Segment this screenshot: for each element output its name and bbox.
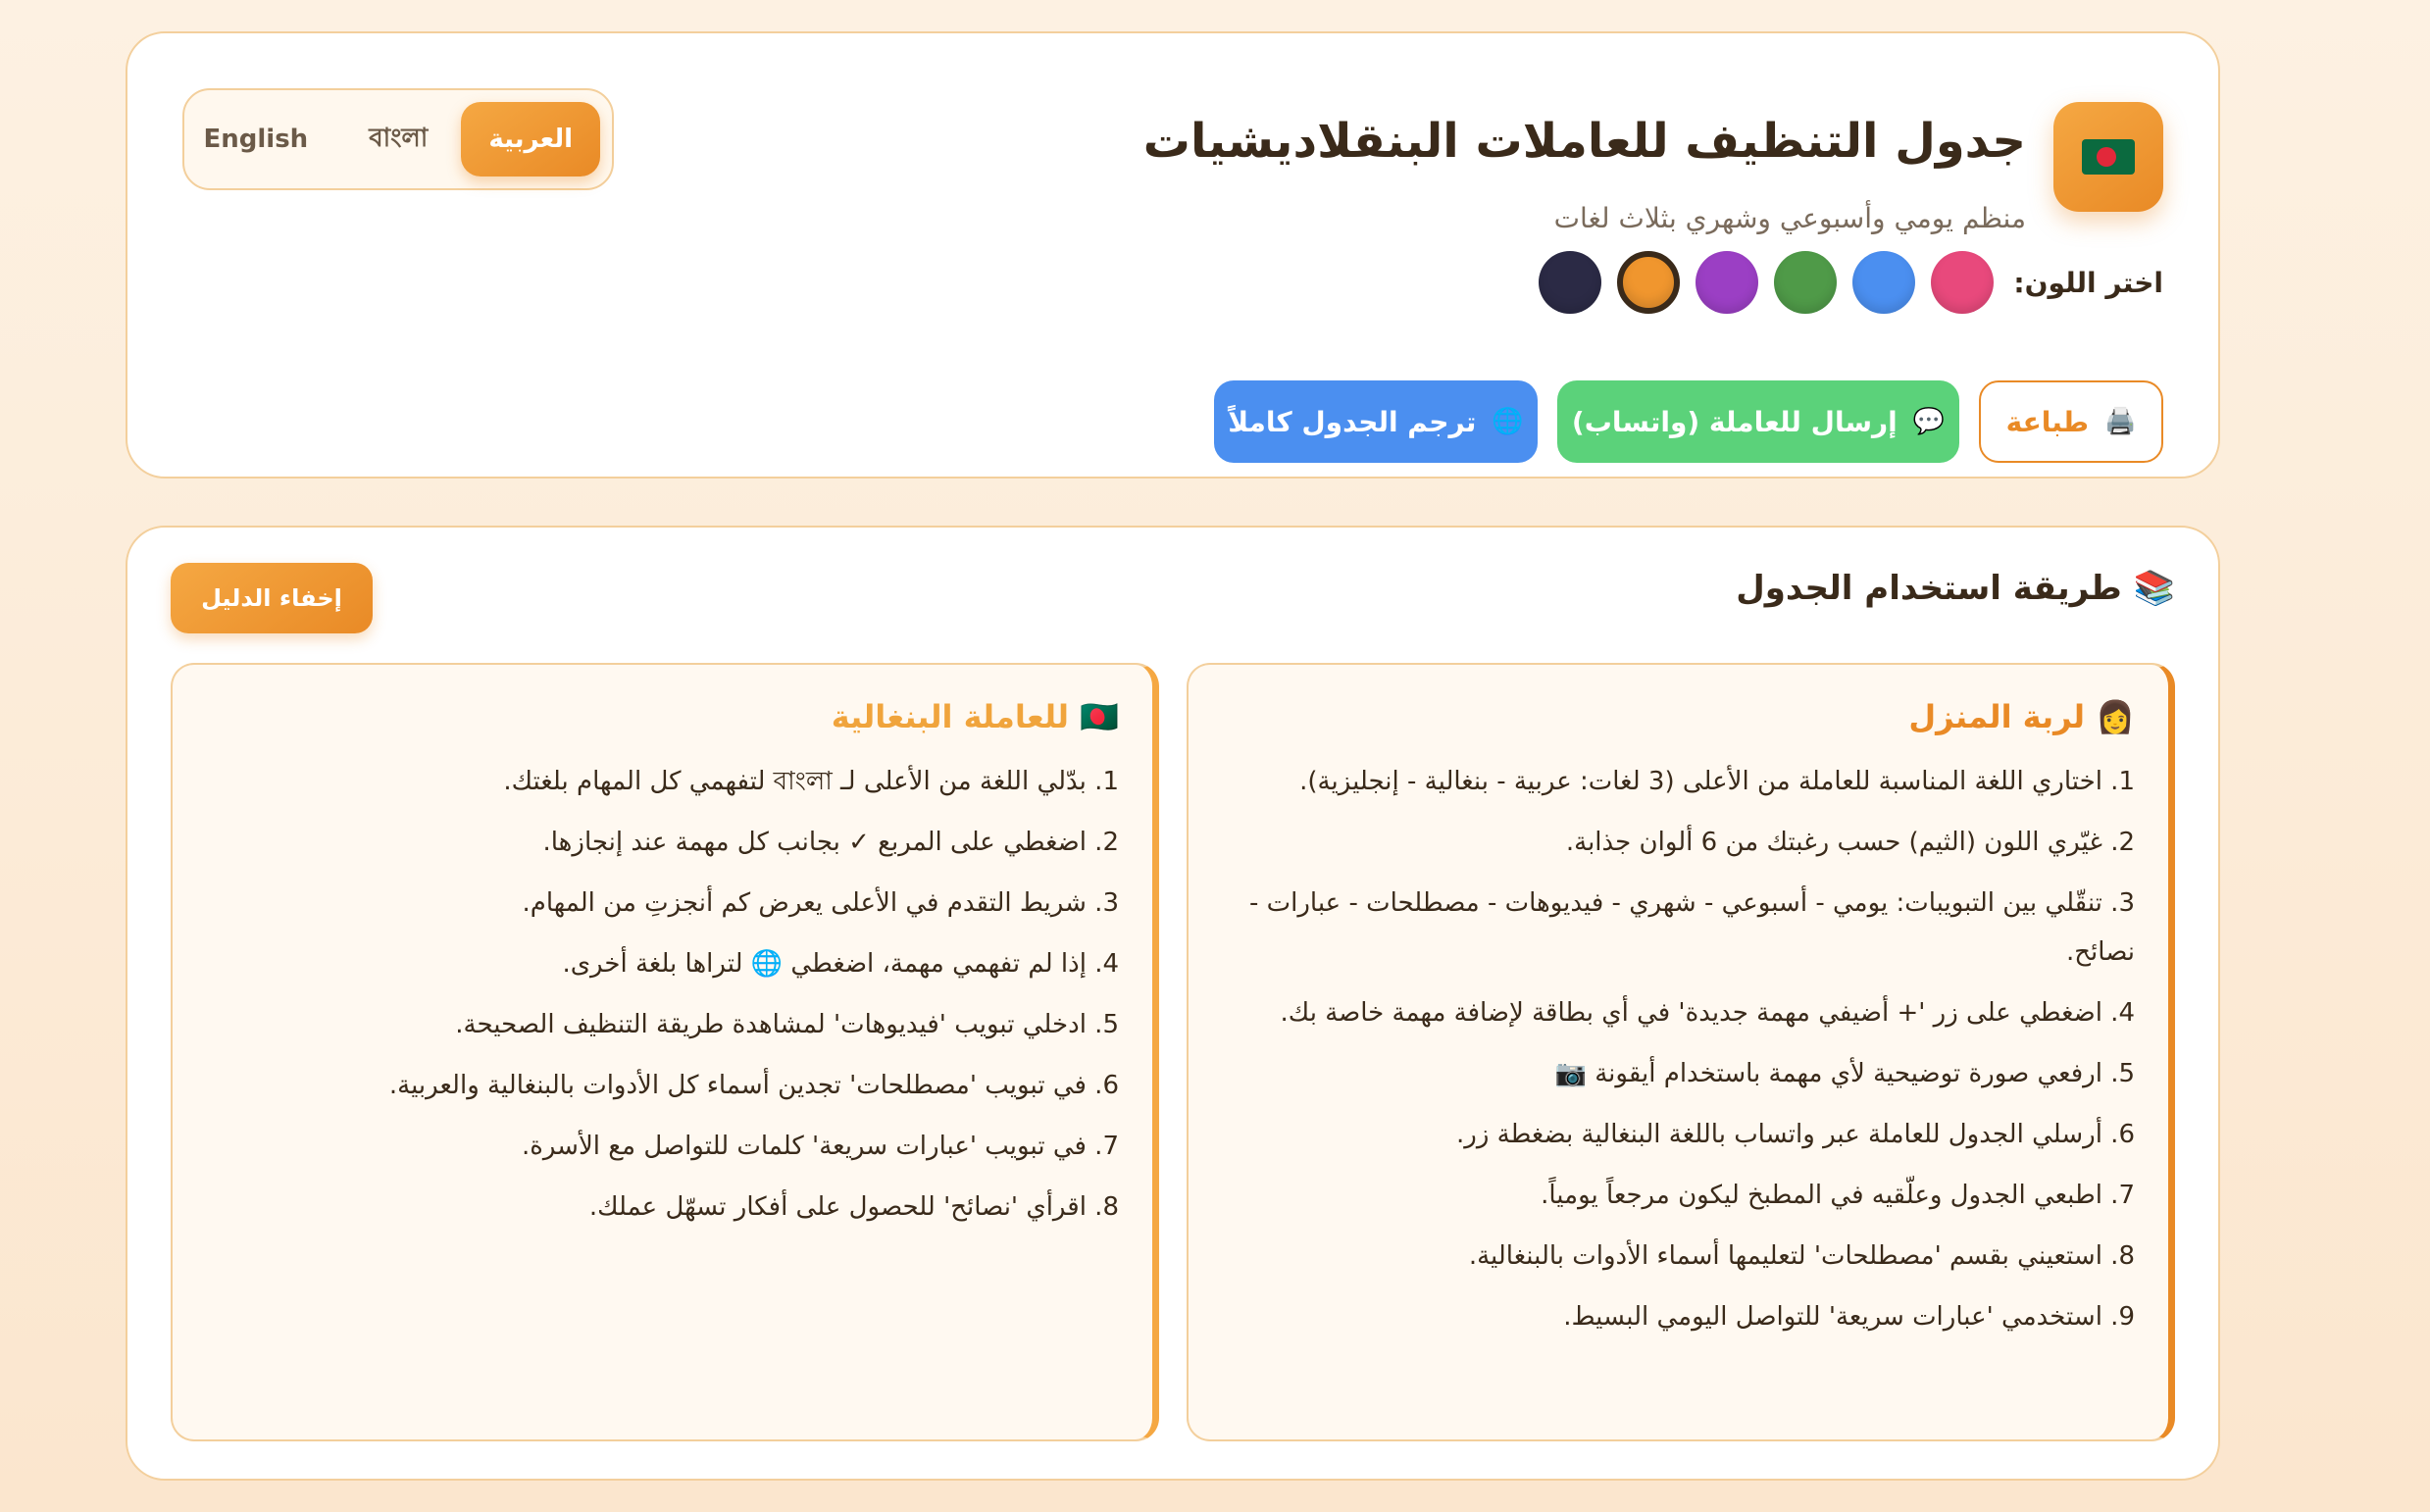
hide-guide-button[interactable]: إخفاء الدليل: [171, 563, 373, 633]
color-swatch-green[interactable]: [1774, 251, 1837, 314]
list-item: 7. اطبعي الجدول وعلّقيه في المطبخ ليكون مرجعاً يومياً.: [1541, 1181, 2135, 1210]
theme-color-label: اختر اللون:: [2013, 266, 2163, 299]
list-item: 1. اختاري اللغة المناسبة للعاملة من الأعلى (3 لغات: عربية - بنغالية - إنجليزية).: [1299, 767, 2135, 796]
theme-color-picker: [1539, 251, 2163, 314]
color-swatch-blue[interactable]: [1852, 251, 1915, 314]
page-subtitle: منظم يومي وأسبوعي وشهري بثلاث لغات: [1553, 202, 2026, 234]
printer-icon: 🖨️: [2104, 407, 2137, 436]
list-item: 5. ادخلي تبويب 'فيديوهات' لمشاهدة طريقة التنظيف الصحيحة.: [455, 1010, 1119, 1039]
bangladesh-flag-icon: [2082, 139, 2135, 175]
usage-guide-card: [126, 526, 2220, 1481]
chat-bubble-icon: 💬: [1912, 407, 1946, 436]
translate-label: ترجم الجدول كاملاً: [1228, 405, 1477, 438]
list-item: 3. تنقّلي بين التبويبات: يومي - أسبوعي - شهري - فيديوهات - مصطلحات - عبارات - نصائح.: [1249, 888, 2135, 967]
lang-bangla-button[interactable]: বাংলা: [369, 124, 429, 153]
list-item: 4. اضغطي على زر '+ أضيفي مهمة جديدة' في أي بطاقة لإضافة مهمة خاصة بك.: [1280, 998, 2135, 1028]
list-item: 9. استخدمي 'عبارات سريعة' للتواصل اليومي البسيط.: [1563, 1302, 2135, 1332]
worker-guide-title: 🇧🇩 للعاملة البنغالية: [831, 698, 1119, 735]
worker-guide-panel: [171, 663, 1159, 1441]
list-item: 8. استعيني بقسم 'مصطلحات' لتعليمها أسماء الأدوات بالبنغالية.: [1468, 1241, 2135, 1271]
owner-guide-panel: [1187, 663, 2175, 1441]
owner-steps-list: [1222, 757, 2135, 1341]
whatsapp-send-button[interactable]: [1557, 380, 1959, 463]
color-swatch-purple[interactable]: [1696, 251, 1758, 314]
list-item: 6. في تبويب 'مصطلحات' تجدين أسماء كل الأدوات بالبنغالية والعربية.: [388, 1071, 1119, 1100]
print-label: طباعة: [2005, 405, 2090, 438]
translate-all-button[interactable]: [1214, 380, 1538, 463]
language-switcher: [182, 88, 614, 190]
list-item: 1. بدّلي اللغة من الأعلى لـ বাংলা لتفهمي كل المهام بلغتك.: [503, 767, 1119, 796]
list-item: 7. في تبويب 'عبارات سريعة' كلمات للتواصل مع الأسرة.: [521, 1132, 1119, 1161]
list-item: 2. غيّري اللون (الثيم) حسب رغبتك من 6 ألوان جذابة.: [1565, 828, 2135, 857]
owner-guide-title: 👩 لربة المنزل: [1908, 698, 2135, 735]
lang-english-button[interactable]: English: [203, 125, 309, 154]
guide-title: 📚 طريقة استخدام الجدول: [1736, 569, 2175, 608]
whatsapp-label: إرسال للعاملة (واتساب): [1571, 405, 1898, 438]
list-item: 5. ارفعي صورة توضيحية لأي مهمة باستخدام أيقونة 📷: [1554, 1059, 2135, 1088]
color-swatch-navy[interactable]: [1539, 251, 1601, 314]
color-swatch-orange[interactable]: [1617, 251, 1680, 314]
list-item: 4. إذا لم تفهمي مهمة، اضغطي 🌐 لتراها بلغة أخرى.: [562, 949, 1119, 979]
app-logo: [2053, 102, 2163, 212]
globe-icon: 🌐: [1492, 407, 1524, 436]
page-title: جدول التنظيف للعاملات البنقلاديشيات: [1142, 114, 2026, 169]
worker-steps-list: [206, 757, 1119, 1232]
list-item: 6. أرسلي الجدول للعاملة عبر واتساب باللغة البنغالية بضغطة زر.: [1456, 1120, 2135, 1149]
action-buttons: [1214, 380, 2163, 463]
list-item: 3. شريط التقدم في الأعلى يعرض كم أنجزتِ من المهام.: [522, 888, 1119, 918]
lang-arabic-button[interactable]: العربية: [461, 102, 600, 176]
print-button[interactable]: [1979, 380, 2163, 463]
color-swatch-pink[interactable]: [1931, 251, 1994, 314]
list-item: 8. اقرأي 'نصائح' للحصول على أفكار تسهّل عملك.: [588, 1192, 1119, 1222]
header-card: [126, 31, 2220, 479]
list-item: 2. اضغطي على المربع ✓ بجانب كل مهمة عند إنجازها.: [542, 828, 1119, 857]
